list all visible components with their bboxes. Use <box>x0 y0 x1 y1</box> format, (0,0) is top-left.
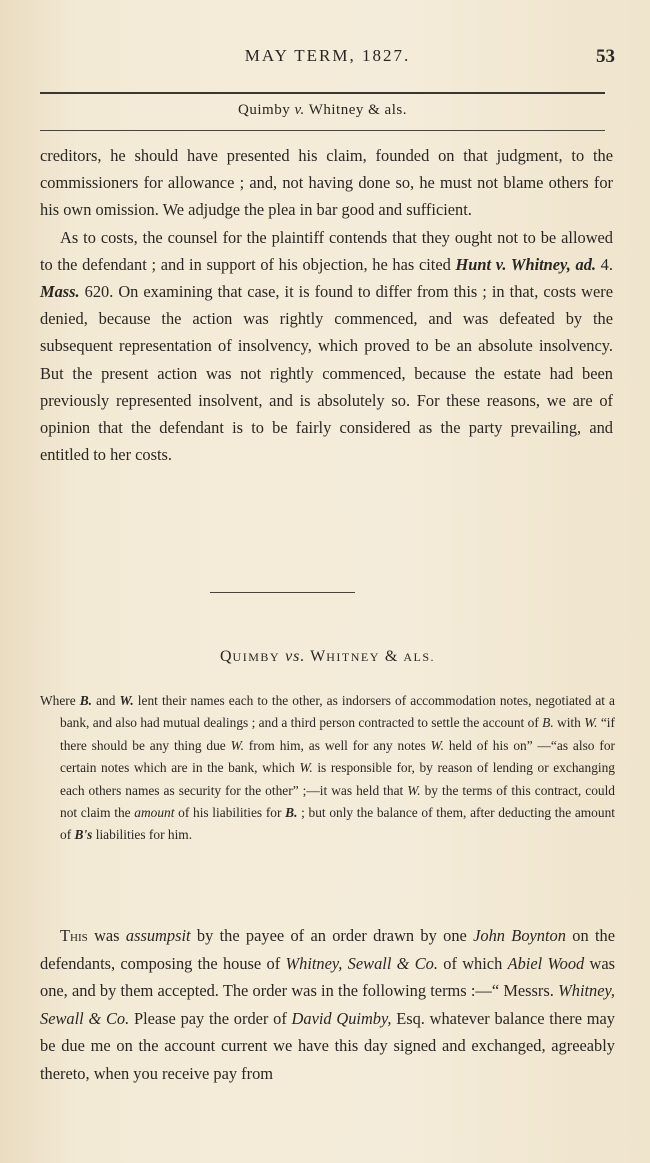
st-david: David Quimby, <box>291 1008 392 1028</box>
hn-amount: amount <box>134 805 175 821</box>
hn-4: with <box>553 715 585 731</box>
section-divider <box>210 592 355 593</box>
header-rule-bottom <box>40 130 605 131</box>
st-4: of which <box>437 953 508 973</box>
citation: Hunt v. Whitney, ad. <box>455 254 596 274</box>
case-title-amp: & <box>384 648 399 665</box>
paragraph-1: creditors, he should have presented his claim, founded on that judgment, to the commissioners for allowance ; and, not having done so, he must not blame others for his own omission. We adjudge the plea in bar good and sufficient. <box>40 146 613 220</box>
hn-10: of his liabilities for <box>174 805 286 821</box>
hn-b2: B. <box>542 715 554 731</box>
st-7: Esq. whatever balance there may be due me on the account current we have this day signed and exchanged, agreeably thereto, when you receive pay from <box>40 1008 615 1083</box>
st-1: was <box>87 926 126 945</box>
hn-2: and <box>92 693 120 708</box>
caption-text-2: Whitney & als. <box>304 102 407 118</box>
st-firm: Whitney, Sewall & Co. <box>285 953 438 973</box>
case-title-w: W <box>310 648 327 665</box>
paragraph-2-text-1: As to costs, the counsel for the plaintiff contends that they ought not to be allowed to the defendant ; and in support of his objection, he has cited <box>40 227 613 274</box>
paragraph-2 <box>40 224 613 469</box>
statement-of-case <box>40 922 615 1088</box>
hn-1: Where <box>40 693 80 708</box>
st-assumpsit: assumpsit <box>125 926 191 945</box>
st-3: on the defendants, composing the house of <box>40 926 615 973</box>
st-abiel: Abiel Wood <box>507 953 585 973</box>
opinion-text <box>40 142 613 468</box>
hn-w4: W. <box>430 737 444 753</box>
st-boynton: John Boynton <box>473 926 566 945</box>
hn-bs: B's <box>74 827 93 843</box>
hn-w5: W. <box>299 760 313 776</box>
st-6: Please pay the order of <box>129 1008 292 1028</box>
hn-w2: W. <box>584 715 598 731</box>
headnote <box>40 690 615 847</box>
hn-5: “if there should be any thing due <box>60 715 615 753</box>
headnote-paragraph <box>40 690 615 847</box>
running-head <box>40 46 615 70</box>
st-2: by the payee of an order drawn by one <box>190 926 474 945</box>
hn-w3: W. <box>230 737 244 753</box>
page-number: 53 <box>596 46 615 67</box>
paragraph-2-text-3: 620. On examining that case, it is found to differ from this ; in that, costs were denied, because the action was rightly commenced, and was defeated by the subsequent representation of insolvency, which proved to be an absolute insolvency. But the present action was not rightly commenced, because the estate had been previously represented insolvent, and is absolutely so. For these reasons, we are of opinion that the defendant is to be fairly considered as the party prevailing, and entitled to her costs. <box>40 282 613 465</box>
case-title-vs: vs. <box>285 648 306 665</box>
case-title-als: ALS. <box>403 650 435 664</box>
case-title-q: Q <box>219 648 233 665</box>
hn-3: lent their names each to the other, as indorsers of accommodation notes, negotiated at a bank, and also had mutual dealings ; and a third person contracted to settle the account of <box>60 693 615 731</box>
hn-b3: B. <box>285 805 298 821</box>
hn-9: by the terms of this contract, could not claim the <box>60 782 615 821</box>
hn-7: held of his on” —“as also for certain notes which are in the bank, which <box>60 737 615 776</box>
hn-w6: W. <box>407 782 421 798</box>
paragraph-2-text-2: 4. <box>596 254 613 274</box>
header-rule-top <box>40 92 605 94</box>
case-title <box>40 648 615 666</box>
caption-versus: v. <box>294 102 305 118</box>
case-caption <box>40 102 605 119</box>
case-title-uimby: UIMBY <box>232 650 281 664</box>
hn-8: is responsible for, by reason of lending or exchanging each others names as security for the other” ;—it was held that <box>60 760 615 798</box>
hn-6: from him, as well for any notes <box>243 737 431 753</box>
hn-12: liabilities for him. <box>92 827 193 843</box>
st-firm2: Whitney, Sewall & Co. <box>40 981 615 1028</box>
hn-w1: W. <box>119 693 134 708</box>
case-title-hitney: HITNEY <box>326 650 380 664</box>
statement-paragraph <box>40 922 615 1088</box>
caption-text: Quimby <box>238 102 295 118</box>
hn-b1: B. <box>79 693 93 708</box>
st-5: was one, and by them accepted. The order was in the following terms :—“ Messrs. <box>40 953 616 1001</box>
running-head-title: MAY TERM, 1827. <box>244 46 411 65</box>
st-this: This <box>60 926 88 945</box>
hn-11: ; but only the balance of them, after deducting the amount of <box>60 805 615 843</box>
citation-reporter: Mass. <box>40 282 80 302</box>
